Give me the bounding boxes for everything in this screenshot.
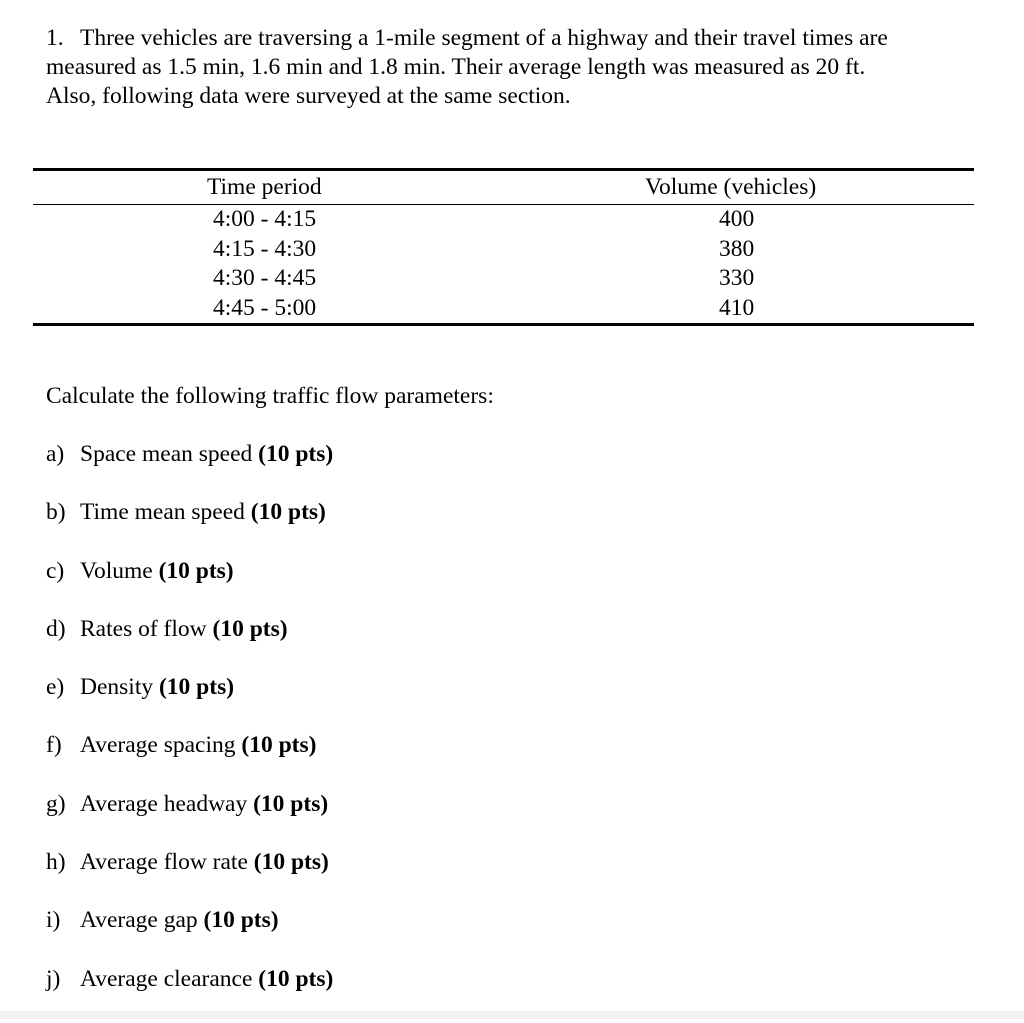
problem-line-1 [46,24,986,53]
volume-cell: 410 [719,294,755,321]
part-letter: b) [46,499,66,526]
part-text: Density [80,674,154,701]
part-text: Volume [80,557,153,584]
part-points: (10 pts) [258,965,334,992]
part-text: Time mean speed [80,499,245,526]
time-period-cell: 4:30 - 4:45 [213,265,317,291]
part-points: (10 pts) [203,907,279,934]
time-period-cell: 4:00 - 4:15 [213,206,317,232]
instruction-text: Calculate the following traffic flow parameters: [46,383,494,409]
problem-statement [46,24,986,111]
question-parts-list [46,440,333,1023]
table-row [33,264,974,294]
list-item [46,790,333,848]
part-points: (10 pts) [258,441,334,467]
list-item [46,557,333,615]
problem-line-2: measured as 1.5 min, 1.6 min and 1.8 min. Their average length was measured as 20 ft. [46,54,866,80]
volume-cell: 400 [719,206,755,232]
part-text: Average spacing [80,732,236,759]
part-text: Space mean speed [80,441,253,467]
part-letter: g) [46,790,66,817]
list-item [46,440,333,498]
problem-line-3: Also, following data were surveyed at the same section. [46,83,571,109]
table-row [33,205,974,235]
list-item [46,498,333,556]
part-points: (10 pts) [241,732,317,759]
time-period-cell: 4:45 - 5:00 [213,294,317,321]
time-period-cell: 4:15 - 4:30 [213,235,317,262]
problem-line-1-text: Three vehicles are traversing a 1-mile segment of a highway and their travel times are [80,25,888,51]
list-item [46,848,333,906]
part-text: Rates of flow [80,615,207,642]
table-row [33,294,974,325]
header-time-period: Time period [207,174,322,200]
part-letter: h) [46,849,66,876]
table-row [33,235,974,265]
part-letter: e) [46,674,65,701]
part-points: (10 pts) [253,790,329,817]
part-points: (10 pts) [212,615,288,642]
part-text: Average clearance [80,965,253,992]
part-text: Average headway [80,790,248,817]
list-item [46,731,333,789]
part-text: Average flow rate [80,849,248,876]
part-letter: f) [46,732,62,759]
problem-number: 1. [46,25,64,51]
part-points: (10 pts) [250,499,326,526]
volume-cell: 330 [719,265,755,291]
part-text: Average gap [80,907,198,934]
part-points: (10 pts) [158,674,235,701]
part-letter: a) [46,441,65,467]
part-letter: c) [46,557,65,584]
volume-cell: 380 [719,235,755,262]
part-letter: j) [46,965,61,992]
bottom-edge-bar [0,1011,1024,1019]
part-letter: i) [46,907,61,934]
list-item [46,673,333,731]
list-item [46,906,333,964]
table-header-row [33,170,974,205]
part-points: (10 pts) [253,849,329,876]
traffic-volume-table [33,168,974,326]
list-item [46,615,333,673]
part-points: (10 pts) [158,557,234,584]
part-letter: d) [46,615,66,642]
header-volume: Volume (vehicles) [645,174,817,200]
